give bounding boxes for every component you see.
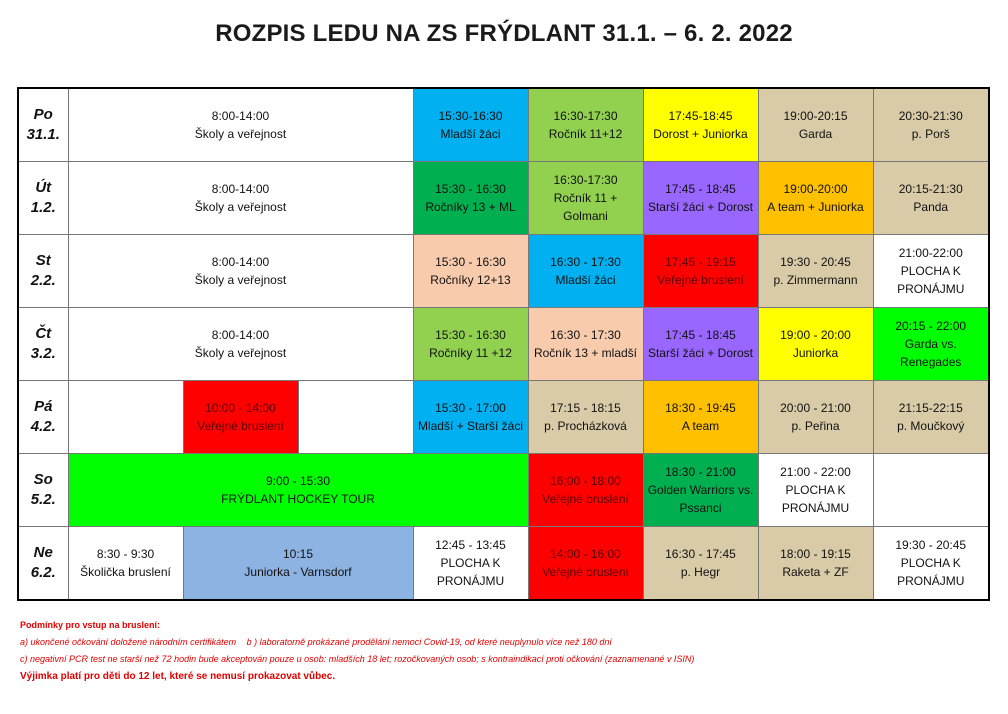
slot-cell bbox=[873, 381, 989, 454]
slot-cell bbox=[68, 308, 413, 381]
slot-label: PLOCHA K PRONÁJMU bbox=[436, 556, 505, 588]
slot-label: Raketa + ZF bbox=[782, 565, 849, 579]
slot-time: 19:30 - 20:45 bbox=[780, 255, 851, 269]
slot-cell-empty bbox=[68, 381, 183, 454]
slot-time: 17:45 - 18:45 bbox=[665, 182, 736, 196]
day-label bbox=[18, 235, 68, 308]
slot-cell bbox=[413, 162, 528, 235]
day-date: 3.2. bbox=[30, 345, 56, 362]
slot-cell bbox=[873, 88, 989, 162]
day-name: Pá bbox=[34, 398, 53, 415]
slot-label: Dorost + Juniorka bbox=[653, 127, 748, 141]
day-label bbox=[18, 527, 68, 601]
slot-label: FRÝDLANT HOCKEY TOUR bbox=[221, 492, 375, 506]
slot-time: 8:00-14:00 bbox=[211, 182, 270, 196]
day-date: 6.2. bbox=[30, 564, 56, 581]
slot-time: 17:15 - 18:15 bbox=[550, 401, 621, 415]
slot-cell bbox=[183, 527, 413, 601]
slot-time: 19:00-20:00 bbox=[783, 182, 848, 196]
slot-cell bbox=[413, 381, 528, 454]
slot-cell bbox=[528, 308, 643, 381]
slot-label: Školy a veřejnost bbox=[194, 346, 287, 360]
slot-time: 15:30 - 16:30 bbox=[435, 182, 506, 196]
slot-label: Školička bruslení bbox=[80, 565, 171, 579]
day-row-monday bbox=[18, 88, 989, 162]
day-label bbox=[18, 88, 68, 162]
slot-label: Garda vs. Renegades bbox=[900, 337, 962, 369]
slot-time: 16:30-17:30 bbox=[553, 173, 618, 187]
slot-cell bbox=[413, 308, 528, 381]
slot-label: p. Procházková bbox=[544, 419, 627, 433]
day-label bbox=[18, 454, 68, 527]
slot-cell bbox=[643, 88, 758, 162]
slot-label: Veřejné bruslení bbox=[197, 419, 284, 433]
slot-cell bbox=[68, 162, 413, 235]
slot-cell bbox=[873, 162, 989, 235]
slot-time: 20:30-21:30 bbox=[898, 109, 963, 123]
slot-time: 16:00 - 18:00 bbox=[550, 474, 621, 488]
slot-cell bbox=[758, 308, 873, 381]
slot-time: 18:00 - 19:15 bbox=[780, 547, 851, 561]
day-name: Út bbox=[35, 179, 52, 196]
slot-cell bbox=[873, 527, 989, 601]
slot-cell bbox=[758, 162, 873, 235]
slot-time: 8:00-14:00 bbox=[211, 255, 270, 269]
slot-time: 12:45 - 13:45 bbox=[435, 538, 506, 552]
slot-cell bbox=[413, 235, 528, 308]
slot-time: 15:30-16:30 bbox=[438, 109, 503, 123]
slot-time: 18:30 - 19:45 bbox=[665, 401, 736, 415]
children-exception-note: Výjimka platí pro děti do 12 let, které se nemusí prokazovat vůbec. bbox=[20, 671, 336, 682]
slot-label: A team + Juniorka bbox=[767, 200, 864, 214]
slot-label: Golden Warriors vs. Pssanci bbox=[647, 483, 754, 515]
day-name: Ne bbox=[33, 544, 53, 561]
slot-cell bbox=[643, 235, 758, 308]
slot-time: 21:00 - 22:00 bbox=[780, 465, 851, 479]
day-name: So bbox=[33, 471, 53, 488]
slot-label: p. Peřina bbox=[791, 419, 840, 433]
condition-a: a) ukončené očkování doložené národním certifikátem bbox=[20, 637, 237, 647]
slot-label: Ročníky 11 +12 bbox=[429, 346, 512, 360]
slot-label: Juniorka - Varnsdorf bbox=[244, 565, 352, 579]
slot-cell bbox=[68, 527, 183, 601]
day-name: Čt bbox=[35, 325, 52, 342]
day-date: 2.2. bbox=[30, 272, 56, 289]
slot-cell bbox=[528, 235, 643, 308]
slot-cell bbox=[643, 454, 758, 527]
slot-label: PLOCHA K PRONÁJMU bbox=[897, 264, 965, 296]
slot-cell bbox=[183, 381, 298, 454]
slot-cell bbox=[68, 454, 528, 527]
slot-time: 21:15-22:15 bbox=[898, 401, 963, 415]
conditions-heading: Podmínky pro vstup na bruslení: bbox=[20, 620, 161, 630]
slot-label: A team bbox=[681, 419, 720, 433]
slot-label: Mladší + Starší žáci bbox=[417, 419, 524, 433]
slot-time: 16:30 - 17:30 bbox=[550, 255, 621, 269]
slot-label: Ročník 11 + Golmani bbox=[553, 191, 618, 223]
conditions-line-1 bbox=[20, 634, 1000, 651]
slot-time: 8:00-14:00 bbox=[211, 109, 270, 123]
slot-cell bbox=[528, 162, 643, 235]
slot-label: Veřejné bruslení bbox=[542, 565, 629, 579]
slot-cell bbox=[643, 308, 758, 381]
slot-cell bbox=[643, 162, 758, 235]
slot-cell bbox=[873, 235, 989, 308]
slot-label: p. Zimmermann bbox=[773, 273, 858, 287]
slot-label: Ročník 11+12 bbox=[548, 127, 623, 141]
slot-label: Školy a veřejnost bbox=[194, 127, 287, 141]
day-row-saturday bbox=[18, 454, 989, 527]
slot-label: Veřejné bruslení bbox=[542, 492, 629, 506]
day-label bbox=[18, 162, 68, 235]
slot-time: 10:15 bbox=[282, 547, 314, 561]
slot-time: 19:00 - 20:00 bbox=[780, 328, 851, 342]
slot-cell bbox=[528, 381, 643, 454]
slot-cell-empty bbox=[298, 381, 413, 454]
slot-time: 17:45 - 18:45 bbox=[665, 328, 736, 342]
day-date: 31.1. bbox=[26, 126, 60, 143]
day-row-tuesday bbox=[18, 162, 989, 235]
day-row-friday bbox=[18, 381, 989, 454]
ice-schedule-table bbox=[17, 87, 990, 601]
slot-cell bbox=[528, 454, 643, 527]
slot-time: 9:00 - 15:30 bbox=[265, 474, 331, 488]
slot-time: 16:30 - 17:45 bbox=[665, 547, 736, 561]
day-label bbox=[18, 381, 68, 454]
slot-label: Starší žáci + Dorost bbox=[647, 200, 754, 214]
slot-cell bbox=[758, 88, 873, 162]
slot-time: 16:30-17:30 bbox=[553, 109, 618, 123]
slot-time: 10:00 - 14:00 bbox=[205, 401, 276, 415]
day-name: Po bbox=[33, 106, 53, 123]
page-title: ROZPIS LEDU NA ZS FRÝDLANT 31.1. – 6. 2. 2022 bbox=[215, 20, 793, 47]
slot-time: 15:30 - 16:30 bbox=[435, 255, 506, 269]
day-row-thursday bbox=[18, 308, 989, 381]
slot-label: Ročníky 13 + ML bbox=[425, 200, 516, 214]
slot-cell bbox=[413, 527, 528, 601]
slot-cell bbox=[758, 454, 873, 527]
slot-label: Veřejné bruslení bbox=[657, 273, 744, 287]
slot-label: Ročník 13 + mladší bbox=[533, 346, 638, 360]
slot-label: PLOCHA K PRONÁJMU bbox=[781, 483, 850, 515]
slot-cell bbox=[68, 235, 413, 308]
slot-time: 8:30 - 9:30 bbox=[96, 547, 155, 561]
slot-cell bbox=[873, 308, 989, 381]
slot-cell bbox=[643, 381, 758, 454]
slot-time: 8:00-14:00 bbox=[211, 328, 270, 342]
day-date: 5.2. bbox=[30, 491, 56, 508]
slot-cell bbox=[758, 235, 873, 308]
slot-label: Ročníky 12+13 bbox=[430, 273, 511, 287]
slot-label: Garda bbox=[798, 127, 833, 141]
slot-label: PLOCHA K PRONÁJMU bbox=[897, 556, 965, 588]
condition-c: c) negativní PCR test ne starší než 72 hodin bude akceptován pouze u osob: mladších 18 let; rozočkovaných osob; s kontraindikací proti očkování (zaznamenané v ISIN) bbox=[20, 654, 695, 664]
slot-label: Starší žáci + Dorost bbox=[647, 346, 754, 360]
slot-cell bbox=[758, 527, 873, 601]
slot-label: Mladší žáci bbox=[440, 127, 501, 141]
slot-label: p. Hegr bbox=[680, 565, 721, 579]
slot-time: 14:00 - 16:00 bbox=[550, 547, 621, 561]
slot-time: 15:30 - 17:00 bbox=[435, 401, 506, 415]
slot-cell bbox=[528, 88, 643, 162]
slot-label: Školy a veřejnost bbox=[194, 273, 287, 287]
slot-cell bbox=[68, 88, 413, 162]
slot-label: Mladší žáci bbox=[555, 273, 616, 287]
slot-label: p. Moučkový bbox=[897, 419, 965, 433]
condition-b: b ) laboratorně prokázané prodělání nemoci Covid-19, od které neuplynulo více než 180 dní bbox=[246, 637, 612, 647]
day-date: 1.2. bbox=[30, 199, 56, 216]
slot-cell bbox=[528, 527, 643, 601]
slot-time: 21:00-22:00 bbox=[898, 246, 963, 260]
slot-time: 19:30 - 20:45 bbox=[895, 538, 967, 552]
slot-label: Školy a veřejnost bbox=[194, 200, 287, 214]
slot-time: 20:00 - 21:00 bbox=[780, 401, 851, 415]
slot-time: 19:00-20:15 bbox=[783, 109, 848, 123]
day-name: St bbox=[35, 252, 51, 269]
slot-label: p. Porš bbox=[911, 127, 950, 141]
slot-time: 17:45 - 19:15 bbox=[665, 255, 736, 269]
slot-time: 18:30 - 21:00 bbox=[665, 465, 736, 479]
slot-label: Panda bbox=[913, 200, 949, 214]
day-label bbox=[18, 308, 68, 381]
entry-conditions bbox=[20, 617, 1000, 685]
slot-cell bbox=[413, 88, 528, 162]
day-row-wednesday bbox=[18, 235, 989, 308]
slot-cell bbox=[643, 527, 758, 601]
slot-label: Juniorka bbox=[792, 346, 839, 360]
slot-cell bbox=[758, 381, 873, 454]
slot-time: 16:30 - 17:30 bbox=[550, 328, 621, 342]
day-row-sunday bbox=[18, 527, 989, 601]
slot-time: 17:45-18:45 bbox=[668, 109, 733, 123]
slot-time: 20:15-21:30 bbox=[898, 182, 963, 196]
slot-cell-empty bbox=[873, 454, 989, 527]
slot-time: 20:15 - 22:00 bbox=[895, 319, 967, 333]
day-date: 4.2. bbox=[30, 418, 56, 435]
slot-time: 15:30 - 16:30 bbox=[435, 328, 506, 342]
